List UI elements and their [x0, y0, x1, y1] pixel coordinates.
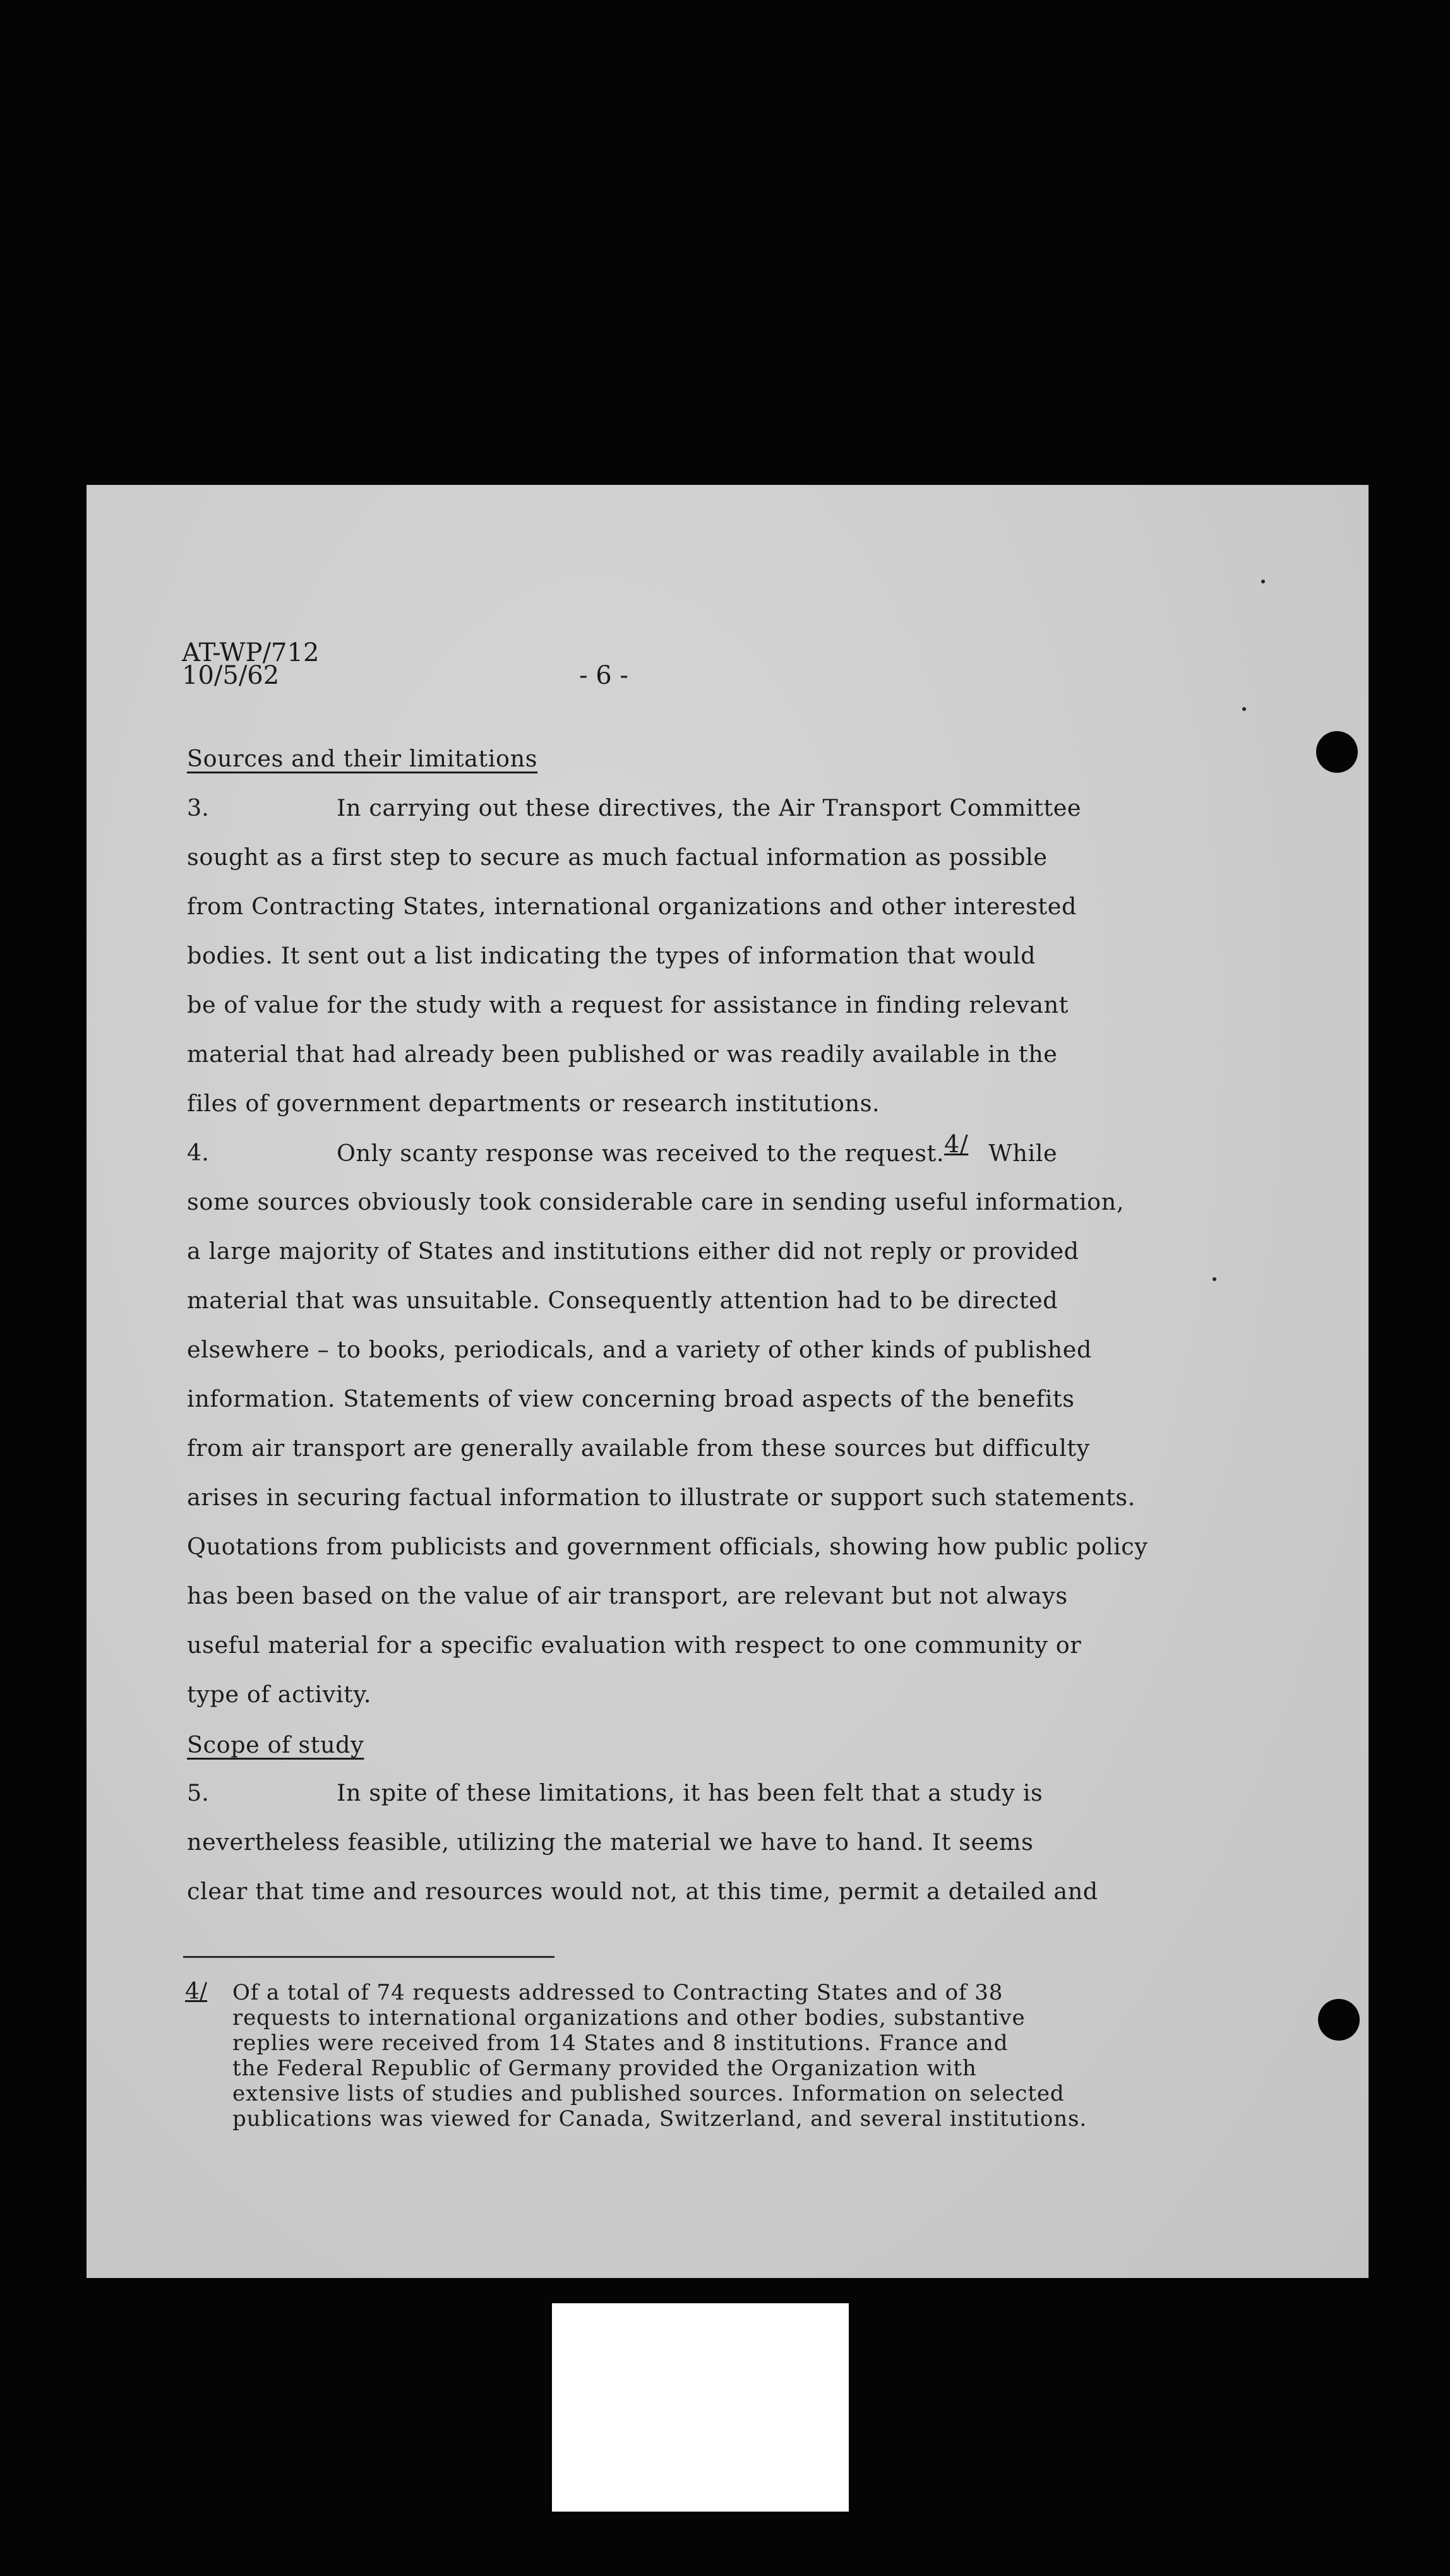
footnote-line-3: replies were received from 14 States and 8 institutions. France and — [232, 2030, 1009, 2056]
para4-line-1 — [337, 1130, 1058, 1167]
para5-line-2: nevertheless feasible, utilizing the material we have to hand. It seems — [187, 1828, 1034, 1856]
punch-hole-bottom — [1318, 1999, 1360, 2041]
document-date: 10/5/62 — [182, 661, 280, 690]
section-heading-sources: Sources and their limitations — [187, 745, 538, 772]
para3-line-1: In carrying out these directives, the Air Transport Committee — [337, 794, 1082, 821]
footnote-line-2: requests to international organizations and other bodies, substantive — [232, 2005, 1026, 2030]
para3-line-5: be of value for the study with a request for assistance in finding relevant — [187, 991, 1069, 1018]
para4-line-12: type of activity. — [187, 1681, 372, 1708]
para4-line-9: Quotations from publicists and government officials, showing how public policy — [187, 1533, 1148, 1560]
page-number: - 6 - — [579, 661, 628, 690]
footnote-separator — [183, 1956, 554, 1958]
footnote-line-6: publications was viewed for Canada, Switzerland, and several institutions. — [232, 2106, 1088, 2132]
paragraph-number-5: 5. — [187, 1779, 209, 1806]
para4-line-8: arises in securing factual information to illustrate or support such statements. — [187, 1484, 1135, 1511]
para4-line-11: useful material for a specific evaluation with respect to one community or — [187, 1631, 1082, 1659]
section-heading-scope: Scope of study — [187, 1731, 364, 1758]
speck — [1261, 580, 1265, 583]
para4-line-10: has been based on the value of air transport, are relevant but not always — [187, 1582, 1068, 1609]
para4-line-5: elsewhere – to books, periodicals, and a variety of other kinds of published — [187, 1336, 1092, 1363]
para5-line-3: clear that time and resources would not, at this time, permit a detailed and — [187, 1878, 1098, 1905]
paragraph-number-4: 4. — [187, 1139, 209, 1166]
document-code: AT-WP/712 — [182, 638, 320, 667]
punch-hole-top — [1316, 731, 1358, 773]
speck — [1213, 1277, 1216, 1281]
para3-line-3: from Contracting States, international organizations and other interested — [187, 893, 1077, 920]
para4-line-3: a large majority of States and institutions either did not reply or provided — [187, 1237, 1079, 1265]
para4-line-1-while: While — [988, 1140, 1058, 1167]
footnote-marker: 4/ — [185, 1979, 208, 2005]
para4-line-6: information. Statements of view concerning broad aspects of the benefits — [187, 1385, 1075, 1412]
para4-line-2: some sources obviously took considerable care in sending useful information, — [187, 1188, 1125, 1215]
footnote-line-1: Of a total of 74 requests addressed to Contracting States and of 38 — [232, 1980, 1004, 2005]
footnote-line-4: the Federal Republic of Germany provided the Organization with — [232, 2056, 977, 2081]
para3-line-4: bodies. It sent out a list indicating the types of information that would — [187, 942, 1036, 969]
para4-line-1-text: Only scanty response was received to the request. — [337, 1140, 945, 1167]
para3-line-7: files of government departments or research institutions. — [187, 1090, 880, 1117]
paragraph-number-3: 3. — [187, 794, 209, 821]
footnote-line-5: extensive lists of studies and published sources. Information on selected — [232, 2081, 1065, 2106]
para3-line-2: sought as a first step to secure as much factual information as possible — [187, 844, 1048, 871]
blank-card — [552, 2303, 849, 2512]
para5-line-1: In spite of these limitations, it has been felt that a study is — [337, 1779, 1043, 1806]
para4-line-4: material that was unsuitable. Consequently attention had to be directed — [187, 1287, 1058, 1314]
para3-line-6: material that had already been published or was readily available in the — [187, 1041, 1058, 1068]
para4-line-7: from air transport are generally available from these sources but difficulty — [187, 1434, 1090, 1462]
footnote-reference: 4/ — [944, 1130, 969, 1158]
speck — [1242, 707, 1246, 711]
